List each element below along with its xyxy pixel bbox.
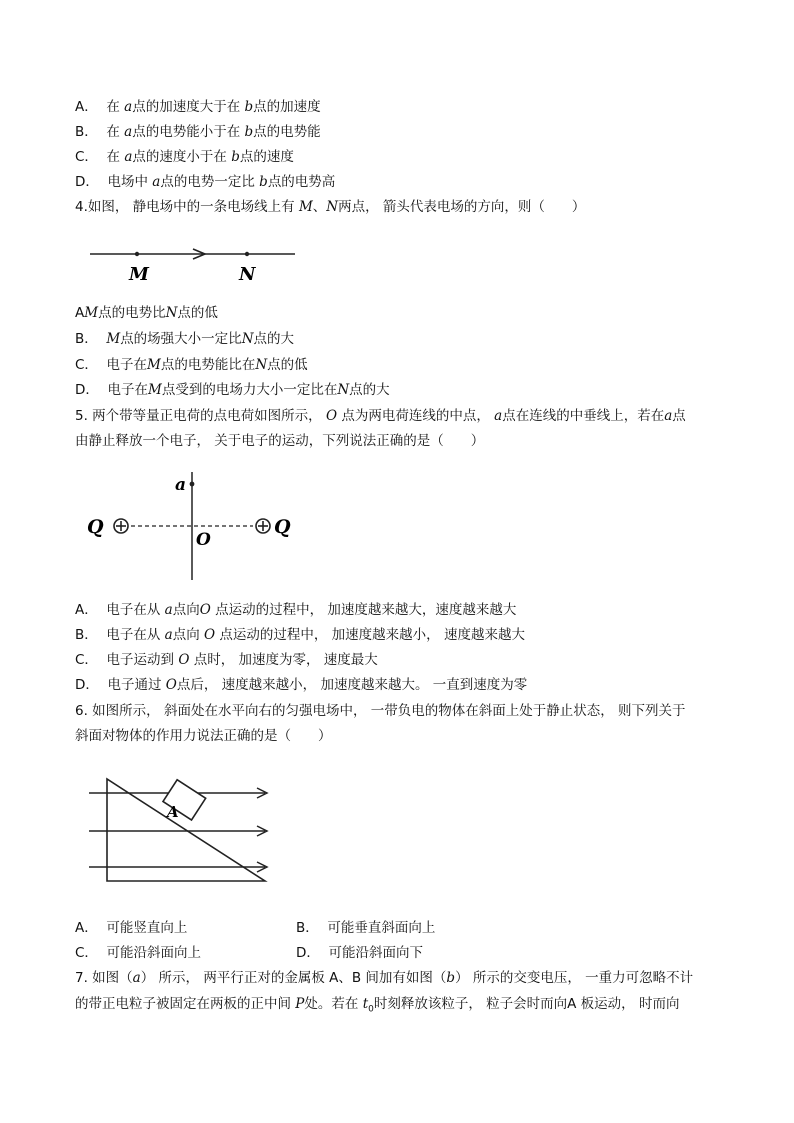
point-m-dot bbox=[135, 252, 139, 256]
q5-option-c: C． 电子运动到 O 点时， 加速度为零， 速度最大 bbox=[75, 652, 378, 668]
positive-charge-right-icon bbox=[256, 519, 270, 533]
q5-stem-line1: 5. 两个带等量正电荷的点电荷如图所示， O 点为两电荷连线的中点， a点在连线的中垂线上，若在a点 bbox=[75, 408, 686, 424]
q4-option-b: B． M点的场强大小一定比N点的大 bbox=[75, 331, 294, 347]
label-block-a: A bbox=[167, 803, 179, 821]
q5-option-a: A． 电子在从 a点向O 点运动的过程中， 加速度越来越大，速度越来越大 bbox=[75, 602, 517, 618]
q6-option-a: A． 可能竖直向上 bbox=[75, 920, 188, 936]
label-n: N bbox=[239, 264, 256, 285]
label-o: O bbox=[196, 530, 211, 550]
label-q-left: Q bbox=[87, 516, 104, 538]
q5-option-d: D． 电子通过 O点后， 速度越来越小， 加速度越来越大。 一直到速度为零 bbox=[75, 677, 528, 693]
q6-option-b: B． 可能垂直斜面向上 bbox=[296, 920, 436, 936]
q3-option-b: B． 在 a点的电势能小于在 b点的电势能 bbox=[75, 124, 321, 140]
label-a: a bbox=[175, 475, 187, 495]
q3-option-a: A． 在 a点的加速度大于在 b点的加速度 bbox=[75, 99, 321, 115]
q4-option-d: D． 电子在M点受到的电场力大小一定比在N点的大 bbox=[75, 382, 390, 398]
q6-stem-line1: 6. 如图所示， 斜面处在水平向右的匀强电场中， 一带负电的物体在斜面上处于静止状态， 则下列关于 bbox=[75, 703, 686, 719]
q4-option-a: AM点的电势比N点的低 bbox=[75, 305, 218, 321]
q5-stem-line2: 由静止释放一个电子， 关于电子的运动，下列说法正确的是（ ） bbox=[75, 433, 485, 449]
q6-incline-figure bbox=[85, 775, 275, 887]
q6-option-c: C． 可能沿斜面向上 bbox=[75, 945, 202, 961]
label-m: M bbox=[129, 264, 149, 285]
label-q-right: Q bbox=[274, 516, 291, 538]
q3-option-d: D． 电场中 a点的电势一定比 b点的电势高 bbox=[75, 174, 336, 190]
point-n-dot bbox=[245, 252, 249, 256]
q4-stem: 4.如图， 静电场中的一条电场线上有 M、N两点， 箭头代表电场的方向，则（ ） bbox=[75, 199, 586, 215]
q4-option-c: C． 电子在M点的电势能比在N点的低 bbox=[75, 357, 308, 373]
q6-stem-line2: 斜面对物体的作用力说法正确的是（ ） bbox=[75, 728, 332, 744]
q3-option-c: C． 在 a点的速度小于在 b点的速度 bbox=[75, 149, 294, 165]
point-a-dot bbox=[190, 482, 195, 487]
q7-stem-line2: 的带正电粒子被固定在两板的正中间 P处。若在 $t_0$时刻释放该粒子， 粒子会时而向A 板运动， 时而向 bbox=[75, 996, 680, 1015]
q7-stem-line1: 7. 如图（a） 所示， 两平行正对的金属板 A、B 间加有如图（b） 所示的交变电压， 一重力可忽略不计 bbox=[75, 970, 694, 986]
q6-option-d: D． 可能沿斜面向下 bbox=[296, 945, 423, 961]
q5-charges-figure bbox=[85, 466, 305, 586]
q5-option-b: B． 电子在从 a点向 O 点运动的过程中， 加速度越来越小， 速度越来越大 bbox=[75, 627, 525, 643]
q4-field-line-figure bbox=[85, 238, 300, 288]
positive-charge-left-icon bbox=[114, 519, 128, 533]
